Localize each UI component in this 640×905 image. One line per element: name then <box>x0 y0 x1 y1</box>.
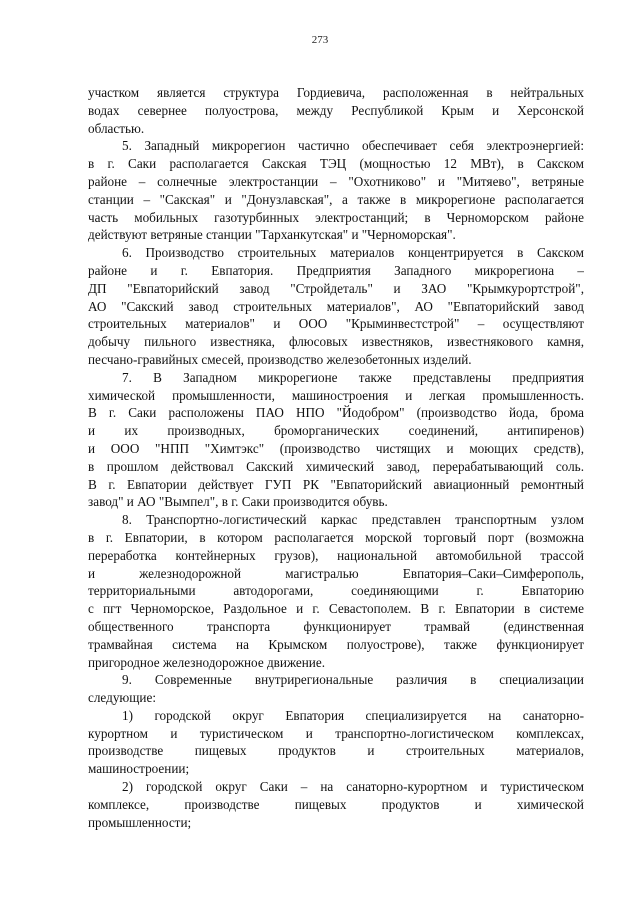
text-line: пригородное железнодорожное движение. <box>88 654 326 670</box>
text-line: В г. Саки расположены ПАО НПО "Йодобром" (производство йода, брома <box>88 405 584 421</box>
text-line: АО "Сакский завод строительных материалов", АО "Евпаторийский завод <box>88 298 584 314</box>
text-line: курортном и туристическом и транспортно-логистическом комплексах, <box>88 725 584 741</box>
text-line: и ООО "НПП "Химтэкс" (производство чистящих и моющих средств), <box>88 440 584 456</box>
text-line: производстве пищевых продуктов и строительных материалов, <box>88 743 584 759</box>
text-line: действуют ветряные станции "Тарханкутская" и "Черноморская". <box>88 227 456 243</box>
text-line: станции – "Сакская" и "Донузлавская", а также в микрорегионе располагается <box>88 191 584 207</box>
text-line: 2) городской округ Саки – на санаторно-курортном и туристическом <box>122 779 584 795</box>
text-line: 1) городской округ Евпатория специализируется на санаторно- <box>122 707 584 723</box>
text-line: районе – солнечные электростанции – "Охотниково" и "Митяево", ветряные <box>88 173 584 189</box>
text-line: областью. <box>88 120 145 136</box>
text-line: и их производных, броморганических соединений, антипиренов) <box>88 423 584 439</box>
text-line: химической промышленности, машиностроения и легкая промышленность. <box>88 387 584 403</box>
text-line: общественного транспорта функционирует трамвай (единственная <box>88 618 584 634</box>
text-line: следующие: <box>88 690 156 706</box>
text-line: территориальными автодорогами, соединяющими г. Евпаторию <box>88 583 584 599</box>
body-text <box>88 84 584 831</box>
text-line: 7. В Западном микрорегионе также представлены предприятия <box>122 369 584 385</box>
text-line: комплексе, производстве пищевых продуктов и химической <box>88 796 584 812</box>
text-line: песчано-гравийных смесей, производство железобетонных изделий. <box>88 351 472 367</box>
text-line: в г. Евпатории, в котором располагается морской торговый порт (возможна <box>88 529 584 545</box>
text-line: добычу пильного известняка, флюсовых известняков, известнякового камня, <box>88 334 584 350</box>
text-line: 9. Современные внутрирегиональные различия в специализации <box>122 672 584 688</box>
text-line: завод" и АО "Вымпел", в г. Саки производится обувь. <box>88 494 388 510</box>
text-line: В г. Евпатории действует ГУП РК "Евпаторийский авиационный ремонтный <box>88 476 584 492</box>
page-number: 273 <box>311 34 329 46</box>
text-line: 8. Транспортно-логистический каркас представлен транспортным узлом <box>122 512 584 528</box>
text-line: промышленности; <box>88 814 192 830</box>
text-line: 6. Производство строительных материалов концентрируется в Сакском <box>122 245 584 261</box>
text-line: строительных материалов" и ООО "Крыминвестстрой" – осуществляют <box>88 316 584 332</box>
text-line: в прошлом действовал Сакский химический завод, перерабатывающий соль. <box>88 458 584 474</box>
text-line: районе и г. Евпатория. Предприятия Западного микрорегиона – <box>88 262 584 278</box>
text-line: 5. Западный микрорегион частично обеспечивает себя электроэнергией: <box>122 138 584 154</box>
text-line: участком является структура Гордиевича, расположенная в нейтральных <box>88 85 584 100</box>
text-line: ДП "Евпаторийский завод "Стройдеталь" и ЗАО "Крымкурортстрой", <box>88 280 584 296</box>
text-line: с пгт Черноморское, Раздольное и г. Севастополем. В г. Евпатории в системе <box>88 601 584 617</box>
text-line: в г. Саки располагается Сакская ТЭЦ (мощностью 12 МВт), в Сакском <box>88 156 584 172</box>
text-line: трамвайная система на Крымском полуострове), также функционирует <box>88 636 584 652</box>
text-line: часть мобильных газотурбинных электростанций; в Черноморском районе <box>88 209 584 225</box>
text-line: водах севернее полуострова, между Республикой Крым и Херсонской <box>88 102 584 118</box>
text-line: и железнодорожной магистралью Евпатория–Саки–Симферополь, <box>88 565 584 581</box>
text-line: переработка контейнерных грузов), национальной автомобильной трассой <box>88 547 584 563</box>
text-line: машиностроении; <box>88 761 190 777</box>
